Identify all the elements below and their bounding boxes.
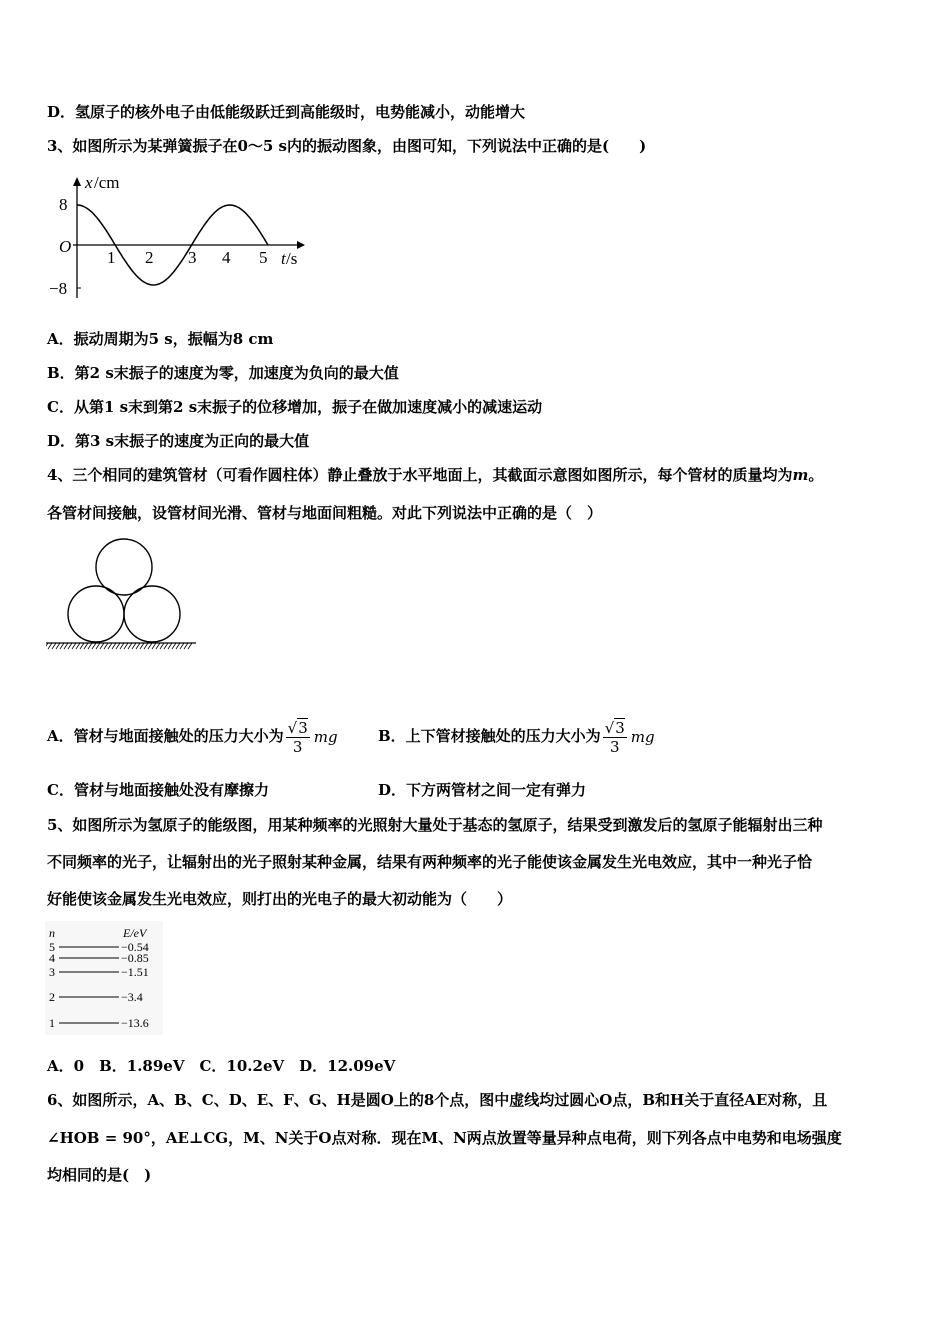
- level-2-e: −3.4: [121, 990, 143, 1004]
- hatch-mark: [180, 643, 184, 649]
- q5-stem-line2: 不同频率的光子，让辐射出的光子照射某种金属，结果有两种频率的光子能使该金属发生光电效应，其中一种光子恰: [47, 853, 813, 871]
- q6-stem-line3: 均相同的是( ): [47, 1166, 152, 1184]
- hatch-mark: [108, 643, 112, 649]
- level-5-n: 5: [49, 940, 55, 954]
- q4-stem-end: 。: [808, 466, 824, 484]
- tick-label-5: 5: [259, 248, 268, 267]
- tick-label-neg8: −8: [49, 279, 68, 298]
- q2-option-d: D．氢原子的核外电子由低能级跃迁到高能级时，电势能减小，动能增大: [47, 103, 526, 121]
- level-1-e: −13.6: [121, 1016, 149, 1030]
- hatch-mark: [148, 643, 152, 649]
- hatch-mark: [52, 643, 56, 649]
- hatch-mark: [92, 643, 96, 649]
- hatch-mark: [112, 643, 116, 649]
- q3-option-b: B．第2 s末振子的速度为零，加速度为负向的最大值: [47, 364, 399, 382]
- hatch-mark: [152, 643, 156, 649]
- hatch-mark: [64, 643, 68, 649]
- hatch-mark: [132, 643, 136, 649]
- mg-symbol: mg: [630, 728, 655, 746]
- hatch-mark: [176, 643, 180, 649]
- q3-option-c: C．从第1 s末到第2 s末振子的位移增加，振子在做加速度减小的减速运动: [47, 398, 543, 416]
- q4-stem-line2: 各管材间接触，设管材间光滑、管材与地面间粗糙。对此下列说法中正确的是（ ）: [47, 504, 603, 522]
- tick-label-3: 3: [188, 248, 197, 267]
- hatch-mark: [56, 643, 60, 649]
- hatch-mark: [46, 643, 48, 649]
- x-axis-label-unit: /s: [286, 249, 298, 268]
- frac-denominator: 3: [292, 737, 303, 756]
- q4-pipes-diagram: [46, 535, 198, 655]
- hatch-mark: [136, 643, 140, 649]
- level-4-n: 4: [49, 951, 55, 965]
- hatch-mark: [84, 643, 88, 649]
- hatch-mark: [188, 643, 192, 649]
- hatch-mark: [88, 643, 92, 649]
- q5-stem-line1: 5、如图所示为氢原子的能级图，用某种频率的光照射大量处于基态的氢原子，结果受到激发后的氢原子能辐射出三种: [47, 816, 823, 834]
- q3-vibration-graph: [45, 170, 315, 305]
- bottom-left-pipe: [68, 586, 124, 642]
- hatch-mark: [124, 643, 128, 649]
- tick-label-1: 1: [107, 248, 116, 267]
- mass-symbol: m: [792, 466, 809, 484]
- q5-energy-level-diagram: [45, 921, 163, 1035]
- hatch-mark: [116, 643, 120, 649]
- x-axis-arrow: [297, 241, 305, 249]
- tick-label-8: 8: [59, 195, 68, 214]
- hatch-mark: [120, 643, 124, 649]
- e-header: E/eV: [123, 926, 147, 940]
- q4-stem-line1: [47, 465, 823, 485]
- hatch-mark: [104, 643, 108, 649]
- x-axis-label-t: t: [281, 249, 286, 268]
- hatch-mark: [76, 643, 80, 649]
- y-axis-label-x: x: [85, 173, 93, 192]
- hatch-mark: [140, 643, 144, 649]
- q3-option-d: D．第3 s末振子的速度为正向的最大值: [47, 432, 310, 450]
- hatch-mark: [172, 643, 176, 649]
- q4-option-d: D．下方两管材之间一定有弹力: [378, 781, 587, 799]
- bottom-right-pipe: [124, 586, 180, 642]
- q4-option-c: C．管材与地面接触处没有摩擦力: [47, 781, 269, 799]
- level-1-n: 1: [49, 1016, 55, 1030]
- hatch-mark: [144, 643, 148, 649]
- hatch-mark: [160, 643, 164, 649]
- fraction-sqrt3-over-3: $\frac{√3}{3}$: [287, 718, 308, 756]
- y-axis-label-unit: /cm: [94, 173, 120, 192]
- hatch-mark: [100, 643, 104, 649]
- hatch-mark: [156, 643, 160, 649]
- tick-label-4: 4: [222, 248, 231, 267]
- level-5-e: −0.54: [121, 940, 149, 954]
- hatch-mark: [164, 643, 168, 649]
- hatch-mark: [72, 643, 76, 649]
- hatch-mark: [184, 643, 188, 649]
- frac-denominator: 3: [609, 737, 620, 756]
- q6-stem-line2: ∠HOB = 90°，AE⊥CG，M、N关于O点对称．现在M、N两点放置等量异种点电荷，则下列各点中电势和电场强度: [47, 1129, 842, 1147]
- q4-option-b: [378, 713, 655, 759]
- q4-option-a-text: A．管材与地面接触处的压力大小为: [47, 727, 284, 745]
- level-4-e: −0.85: [121, 951, 149, 965]
- level-2-n: 2: [49, 990, 55, 1004]
- mg-symbol: mg: [313, 728, 338, 746]
- n-header: n: [49, 926, 55, 940]
- frac-numerator: 3: [298, 718, 308, 737]
- q6-stem-line1: 6、如图所示，A、B、C、D、E、F、G、H是圆O上的8个点，图中虚线均过圆心O点，B和H关于直径AE对称，且: [47, 1091, 828, 1109]
- frac-numerator: 3: [615, 718, 625, 737]
- tick-label-2: 2: [145, 248, 154, 267]
- q4-option-b-text: B．上下管材接触处的压力大小为: [378, 727, 601, 745]
- q3-stem: 3、如图所示为某弹簧振子在0～5 s内的振动图象，由图可知，下列说法中正确的是( ): [47, 137, 647, 155]
- q3-option-a: A．振动周期为5 s，振幅为8 cm: [47, 330, 274, 348]
- q4-option-a: [47, 713, 338, 759]
- hatch-mark: [168, 643, 172, 649]
- origin-label: O: [59, 237, 72, 256]
- q5-stem-line3: 好能使该金属发生光电效应，则打出的光电子的最大初动能为（ ）: [47, 890, 513, 908]
- hatch-mark: [128, 643, 132, 649]
- hatch-mark: [96, 643, 100, 649]
- q5-options: A．0 B．1.89eV C．10.2eV D．12.09eV: [47, 1057, 396, 1075]
- hatch-mark: [48, 643, 52, 649]
- fraction-sqrt3-over-3: $\frac{√3}{3}$: [604, 718, 625, 756]
- level-3-n: 3: [49, 965, 55, 979]
- hatch-mark: [68, 643, 72, 649]
- level-3-e: −1.51: [121, 965, 149, 979]
- ground-hatch: [46, 643, 192, 649]
- q4-stem-text: 4、三个相同的建筑管材（可看作圆柱体）静止叠放于水平地面上，其截面示意图如图所示，每个管材的质量均为: [47, 466, 793, 484]
- hatch-mark: [60, 643, 64, 649]
- y-axis-arrow: [73, 177, 81, 186]
- hatch-mark: [80, 643, 84, 649]
